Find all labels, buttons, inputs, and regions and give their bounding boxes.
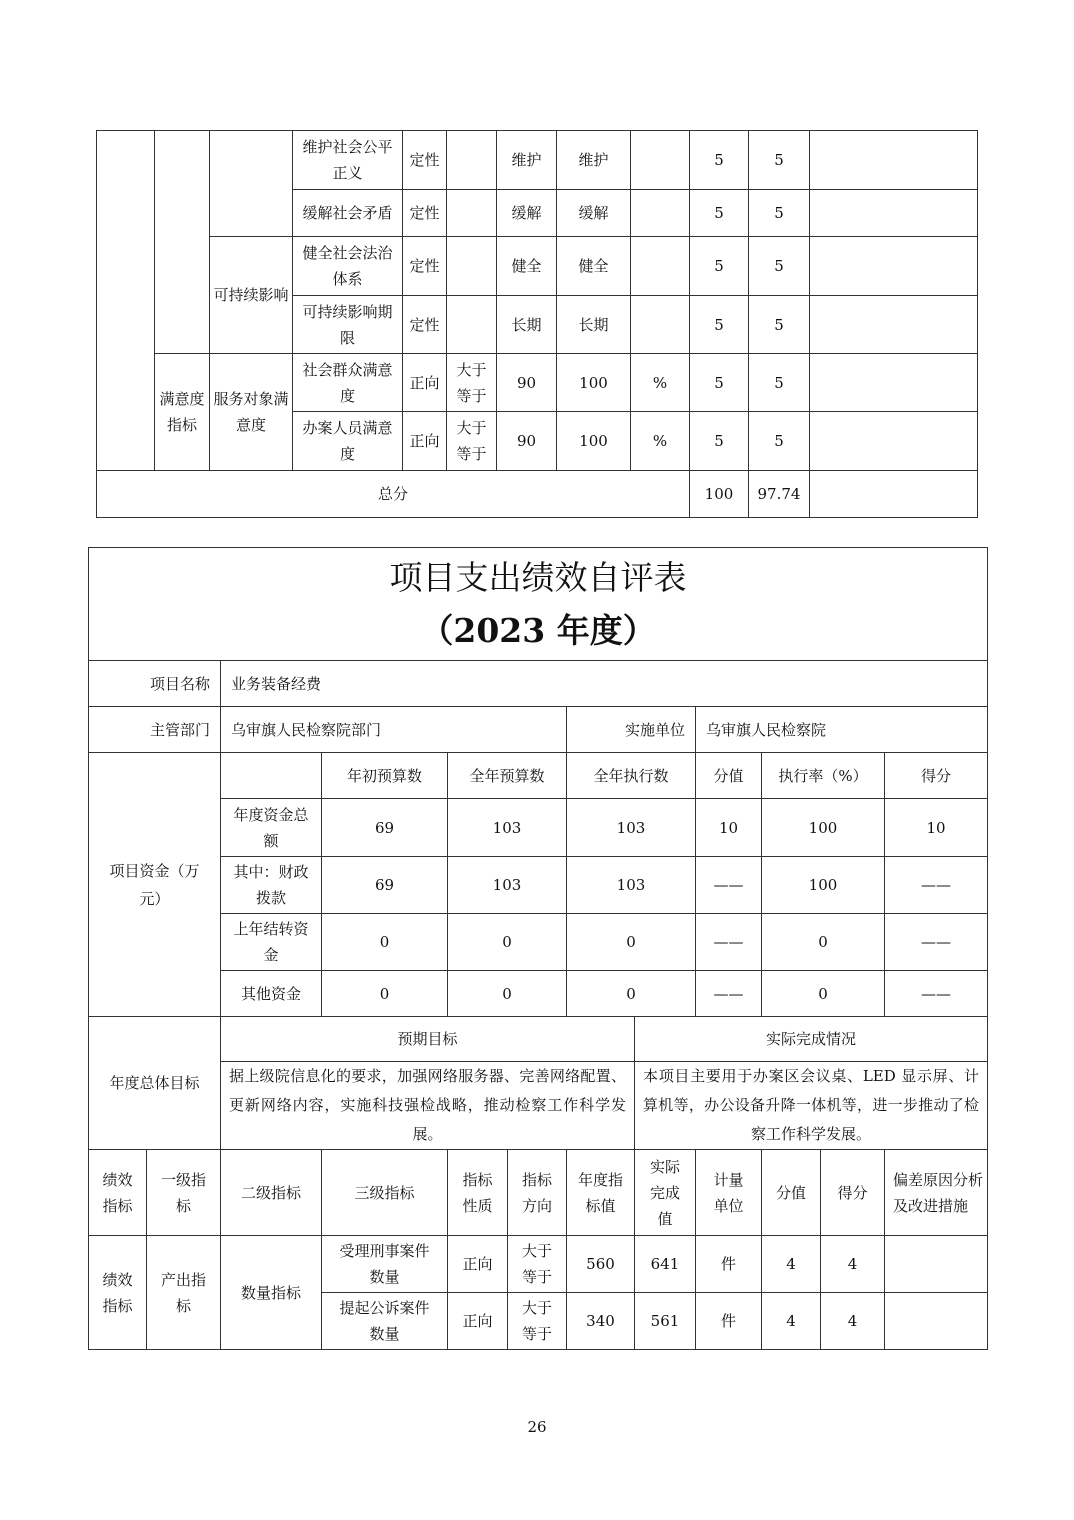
funds-row-label: 年度资金总额 [221,799,322,857]
form-title: 项目支出绩效自评表 [389,558,687,597]
full-score-cell: 4 [762,1293,821,1350]
target-cell: 维护 [497,131,557,190]
score-cell: 5 [749,354,810,412]
funds-value: 10 [696,799,762,857]
actual-cell: 561 [635,1293,696,1350]
note-cell [810,190,978,237]
nature-cell: 正向 [403,412,447,471]
total-score: 97.74 [749,471,810,518]
project-name-label: 项目名称 [89,661,221,707]
perf-header: 一级指标 [147,1150,221,1236]
actual-cell: 100 [557,412,631,471]
goal-expected-header: 预期目标 [221,1017,635,1062]
goal-label: 年度总体目标 [89,1017,221,1150]
perf-header: 三级指标 [322,1150,448,1236]
funds-value: 0 [448,914,567,971]
funds-value: 69 [322,799,448,857]
target-cell: 长期 [497,296,557,354]
score-cell: 5 [749,237,810,296]
perf-header: 绩效指标 [89,1150,147,1236]
note-cell [810,471,978,518]
funds-row-label: 其他资金 [221,971,322,1017]
funds-value: 69 [322,857,448,914]
third-indicator: 可持续影响期限 [293,296,403,354]
note-cell [810,354,978,412]
perf-header: 实际完成值 [635,1150,696,1236]
funds-value: —— [885,857,988,914]
direction-cell [447,190,497,237]
score-cell: 5 [749,131,810,190]
direction-cell: 大于等于 [508,1293,567,1350]
full-score-cell: 5 [690,190,749,237]
funds-value: —— [885,971,988,1017]
perf-header: 计量单位 [696,1150,762,1236]
unit-cell: 件 [696,1293,762,1350]
nature-cell: 定性 [403,190,447,237]
funds-value: 103 [567,857,696,914]
nature-cell: 正向 [448,1236,508,1293]
unit-cell [631,190,690,237]
funds-value: 103 [448,857,567,914]
funds-value: —— [885,914,988,971]
nature-cell: 正向 [448,1293,508,1350]
actual-cell: 100 [557,354,631,412]
funds-value: 0 [322,971,448,1017]
funds-value: 103 [567,799,696,857]
direction-cell: 大于等于 [447,412,497,471]
direction-cell [447,237,497,296]
dept-label: 主管部门 [89,707,221,753]
actual-cell: 健全 [557,237,631,296]
funds-row-label: 上年结转资金 [221,914,322,971]
second-indicator: 服务对象满意度 [210,354,293,471]
impl-value: 乌审旗人民检察院 [696,707,988,753]
perf-header: 年度指标值 [567,1150,635,1236]
third-indicator: 受理刑事案件数量 [322,1236,448,1293]
full-score-cell: 5 [690,237,749,296]
perf-header: 偏差原因分析及改进措施 [885,1150,988,1236]
blank-cell [155,131,210,354]
first-indicator: 满意度指标 [155,354,210,471]
perf-header: 指标性质 [448,1150,508,1236]
nature-cell: 正向 [403,354,447,412]
goal-expected-text: 据上级院信息化的要求，加强网络服务器、完善网络配置、更新网络内容，实施科技强检战略，推动检察工作科学发展。 [221,1062,635,1150]
blank-cell [97,131,155,471]
second-indicator: 可持续影响 [210,237,293,354]
funds-header: 分值 [696,753,762,799]
note-cell [885,1236,988,1293]
third-indicator: 办案人员满意度 [293,412,403,471]
funds-header: 全年执行数 [567,753,696,799]
page-number: 26 [527,1418,547,1436]
note-cell [810,237,978,296]
nature-cell: 定性 [403,131,447,190]
full-score-cell: 5 [690,354,749,412]
actual-cell: 维护 [557,131,631,190]
actual-cell: 长期 [557,296,631,354]
third-indicator: 社会群众满意度 [293,354,403,412]
blank-cell [221,753,322,799]
total-full-score: 100 [690,471,749,518]
funds-row-label: 其中：财政拨款 [221,857,322,914]
funds-value: 103 [448,799,567,857]
self-evaluation-table [88,547,988,1350]
third-indicator: 健全社会法治体系 [293,237,403,296]
blank-cell [210,131,293,237]
total-label: 总分 [97,471,690,518]
goal-actual-header: 实际完成情况 [635,1017,988,1062]
direction-cell [447,296,497,354]
direction-cell [447,131,497,190]
unit-cell [631,237,690,296]
score-cell: 5 [749,190,810,237]
note-cell [810,412,978,471]
quantity-label: 数量指标 [221,1236,322,1350]
full-score-cell: 5 [690,296,749,354]
funds-header: 得分 [885,753,988,799]
target-cell: 90 [497,354,557,412]
note-cell [810,296,978,354]
target-cell: 340 [567,1293,635,1350]
perf-header: 分值 [762,1150,821,1236]
unit-cell: 件 [696,1236,762,1293]
funds-value: 10 [885,799,988,857]
perf-header: 二级指标 [221,1150,322,1236]
unit-cell: % [631,412,690,471]
third-indicator: 提起公诉案件数量 [322,1293,448,1350]
unit-cell: % [631,354,690,412]
third-indicator: 维护社会公平正义 [293,131,403,190]
unit-cell [631,131,690,190]
full-score-cell: 4 [762,1236,821,1293]
target-cell: 90 [497,412,557,471]
direction-cell: 大于等于 [508,1236,567,1293]
project-name: 业务装备经费 [221,661,988,707]
funds-value: 0 [567,971,696,1017]
target-cell: 健全 [497,237,557,296]
note-cell [810,131,978,190]
funds-value: —— [696,857,762,914]
score-cell: 5 [749,296,810,354]
form-year: （2023 年度） [420,611,656,650]
note-cell [885,1293,988,1350]
goal-actual-text: 本项目主要用于办案区会议桌、LED 显示屏、计算机等，办公设备升降一体机等，进一步推动了检察工作科学发展。 [635,1062,988,1150]
funds-label: 项目资金（万元） [89,753,221,1017]
funds-value: —— [696,914,762,971]
funds-value: 100 [762,857,885,914]
direction-cell: 大于等于 [447,354,497,412]
form-title-cell [89,548,988,661]
perf-label: 绩效指标 [89,1236,147,1350]
target-cell: 缓解 [497,190,557,237]
nature-cell: 定性 [403,237,447,296]
funds-header: 全年预算数 [448,753,567,799]
nature-cell: 定性 [403,296,447,354]
funds-value: 0 [762,914,885,971]
full-score-cell: 5 [690,412,749,471]
third-indicator: 缓解社会矛盾 [293,190,403,237]
funds-value: 0 [322,914,448,971]
funds-value: 0 [567,914,696,971]
funds-header: 执行率（%） [762,753,885,799]
actual-cell: 641 [635,1236,696,1293]
score-cell: 4 [821,1236,885,1293]
output-label: 产出指标 [147,1236,221,1350]
perf-header: 指标方向 [508,1150,567,1236]
actual-cell: 缓解 [557,190,631,237]
funds-header: 年初预算数 [322,753,448,799]
target-cell: 560 [567,1236,635,1293]
continuation-table [96,130,978,518]
funds-value: 100 [762,799,885,857]
dept-value: 乌审旗人民检察院部门 [221,707,567,753]
funds-value: —— [696,971,762,1017]
impl-label: 实施单位 [567,707,696,753]
perf-header: 得分 [821,1150,885,1236]
score-cell: 4 [821,1293,885,1350]
unit-cell [631,296,690,354]
score-cell: 5 [749,412,810,471]
funds-value: 0 [762,971,885,1017]
full-score-cell: 5 [690,131,749,190]
funds-value: 0 [448,971,567,1017]
